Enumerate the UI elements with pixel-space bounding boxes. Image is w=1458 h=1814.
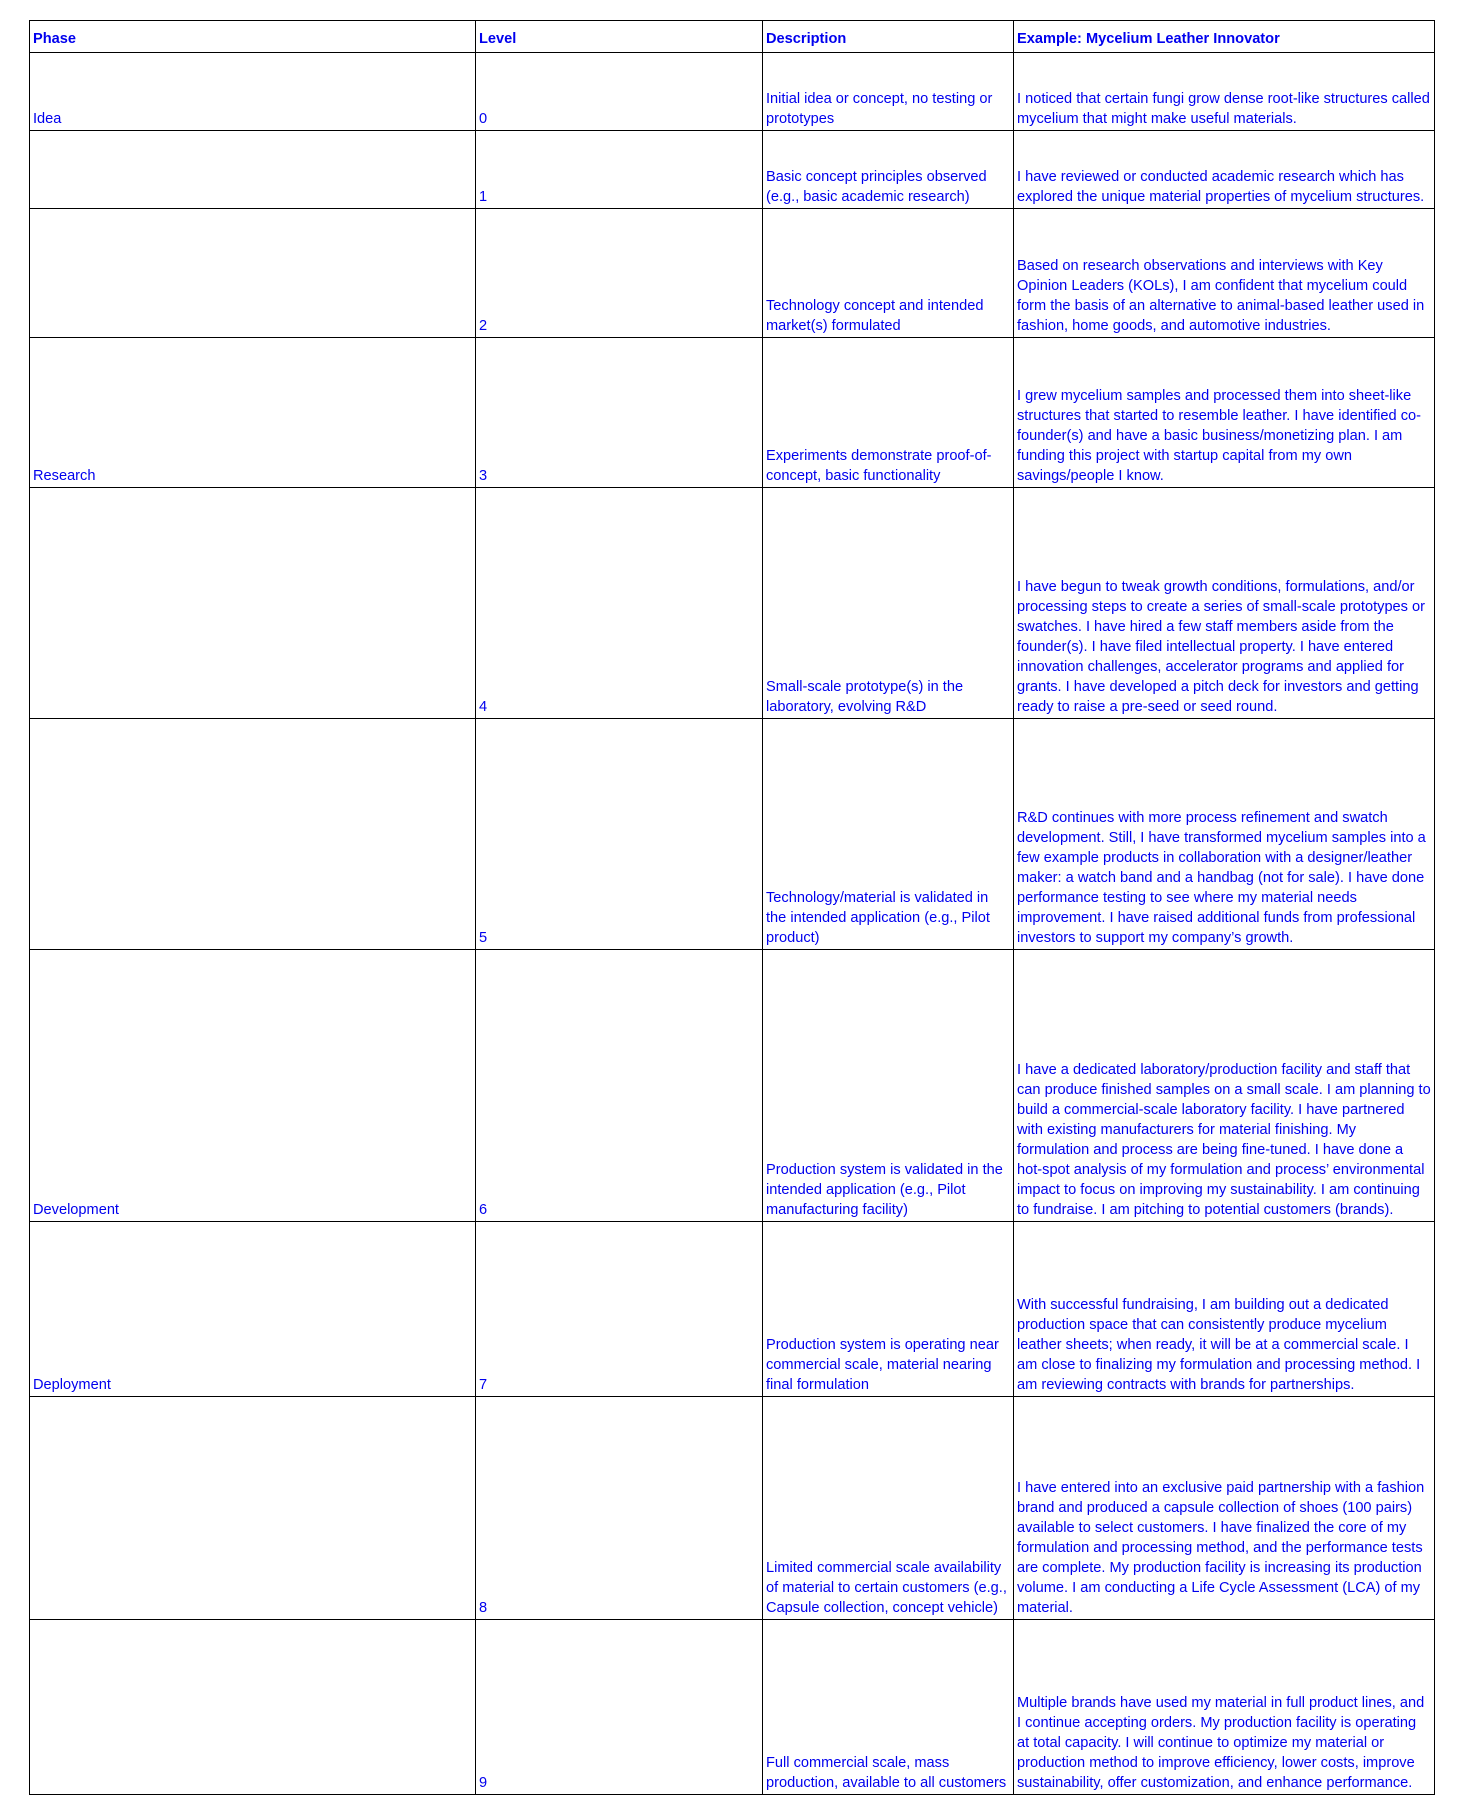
level-cell: 8: [476, 1397, 763, 1620]
description-cell: Initial idea or concept, no testing or prototypes: [763, 53, 1014, 131]
phase-cell: Idea: [30, 53, 476, 131]
table-row: [30, 1397, 1435, 1620]
level-cell: 2: [476, 209, 763, 338]
example-cell: R&D continues with more process refinement and swatch development. Still, I have transformed mycelium samples into a few example products in collaboration with a designer/leather maker: a watch band and a handbag (not for sale). I have done performance testing to see where my material needs improvement. I have raised additional funds from professional investors to support my company’s growth.: [1014, 719, 1435, 950]
description-cell: Experiments demonstrate proof-of-concept, basic functionality: [763, 338, 1014, 488]
level-cell: 3: [476, 338, 763, 488]
level-cell: 6: [476, 950, 763, 1222]
header-phase: Phase: [30, 21, 476, 53]
table-row: [30, 209, 1435, 338]
example-cell: I noticed that certain fungi grow dense root-like structures called mycelium that might make useful materials.: [1014, 53, 1435, 131]
description-cell: Technology concept and intended market(s) formulated: [763, 209, 1014, 338]
example-cell: With successful fundraising, I am building out a dedicated production space that can consistently produce mycelium leather sheets; when ready, it will be at a commercial scale. I am close to finalizing my formulation and processing method. I am reviewing contracts with brands for partnerships.: [1014, 1222, 1435, 1397]
phase-cell: [30, 719, 476, 950]
readiness-level-table: [29, 20, 1435, 1795]
level-cell: 9: [476, 1620, 763, 1795]
phase-cell: [30, 209, 476, 338]
table-row: [30, 1620, 1435, 1795]
header-level: Level: [476, 21, 763, 53]
description-cell: Technology/material is validated in the intended application (e.g., Pilot product): [763, 719, 1014, 950]
table-row: [30, 131, 1435, 209]
description-cell: Limited commercial scale availability of material to certain customers (e.g., Capsule collection, concept vehicle): [763, 1397, 1014, 1620]
phase-cell: Development: [30, 950, 476, 1222]
level-cell: 5: [476, 719, 763, 950]
level-cell: 0: [476, 53, 763, 131]
header-example: Example: Mycelium Leather Innovator: [1014, 21, 1435, 53]
description-cell: Production system is operating near commercial scale, material nearing final formulation: [763, 1222, 1014, 1397]
description-cell: Basic concept principles observed (e.g., basic academic research): [763, 131, 1014, 209]
header-description: Description: [763, 21, 1014, 53]
phase-cell: [30, 1620, 476, 1795]
description-cell: Full commercial scale, mass production, available to all customers: [763, 1620, 1014, 1795]
table-row: [30, 1222, 1435, 1397]
example-cell: I have entered into an exclusive paid partnership with a fashion brand and produced a capsule collection of shoes (100 pairs) available to select customers. I have finalized the core of my formulation and processing method, and the performance tests are complete. My production facility is increasing its production volume. I am conducting a Life Cycle Assessment (LCA) of my material.: [1014, 1397, 1435, 1620]
phase-cell: [30, 1397, 476, 1620]
table-row: [30, 488, 1435, 719]
example-cell: I have reviewed or conducted academic research which has explored the unique material properties of mycelium structures.: [1014, 131, 1435, 209]
phase-cell: Research: [30, 338, 476, 488]
level-cell: 4: [476, 488, 763, 719]
table-row: [30, 719, 1435, 950]
phase-cell: [30, 488, 476, 719]
table-row: [30, 338, 1435, 488]
example-cell: I have begun to tweak growth conditions, formulations, and/or processing steps to create a series of small-scale prototypes or swatches. I have hired a few staff members aside from the founder(s). I have filed intellectual property. I have entered innovation challenges, accelerator programs and applied for grants. I have developed a pitch deck for investors and getting ready to raise a pre-seed or seed round.: [1014, 488, 1435, 719]
example-cell: Based on research observations and interviews with Key Opinion Leaders (KOLs), I am confident that mycelium could form the basis of an alternative to animal-based leather used in fashion, home goods, and automotive industries.: [1014, 209, 1435, 338]
level-cell: 1: [476, 131, 763, 209]
example-cell: I have a dedicated laboratory/production facility and staff that can produce finished samples on a small scale. I am planning to build a commercial-scale laboratory facility. I have partnered with existing manufacturers for material finishing. My formulation and process are being fine-tuned. I have done a hot-spot analysis of my formulation and process’ environmental impact to focus on improving my sustainability. I am continuing to fundraise. I am pitching to potential customers (brands).: [1014, 950, 1435, 1222]
table-header-row: [30, 21, 1435, 53]
phase-cell: Deployment: [30, 1222, 476, 1397]
phase-cell: [30, 131, 476, 209]
table-row: [30, 53, 1435, 131]
description-cell: Production system is validated in the intended application (e.g., Pilot manufacturing facility): [763, 950, 1014, 1222]
description-cell: Small-scale prototype(s) in the laboratory, evolving R&D: [763, 488, 1014, 719]
example-cell: I grew mycelium samples and processed them into sheet-like structures that started to resemble leather. I have identified co-founder(s) and have a basic business/monetizing plan. I am funding this project with startup capital from my own savings/people I know.: [1014, 338, 1435, 488]
example-cell: Multiple brands have used my material in full product lines, and I continue accepting orders. My production facility is operating at total capacity. I will continue to optimize my material or production method to improve efficiency, lower costs, improve sustainability, offer customization, and enhance performance.: [1014, 1620, 1435, 1795]
table-row: [30, 950, 1435, 1222]
level-cell: 7: [476, 1222, 763, 1397]
